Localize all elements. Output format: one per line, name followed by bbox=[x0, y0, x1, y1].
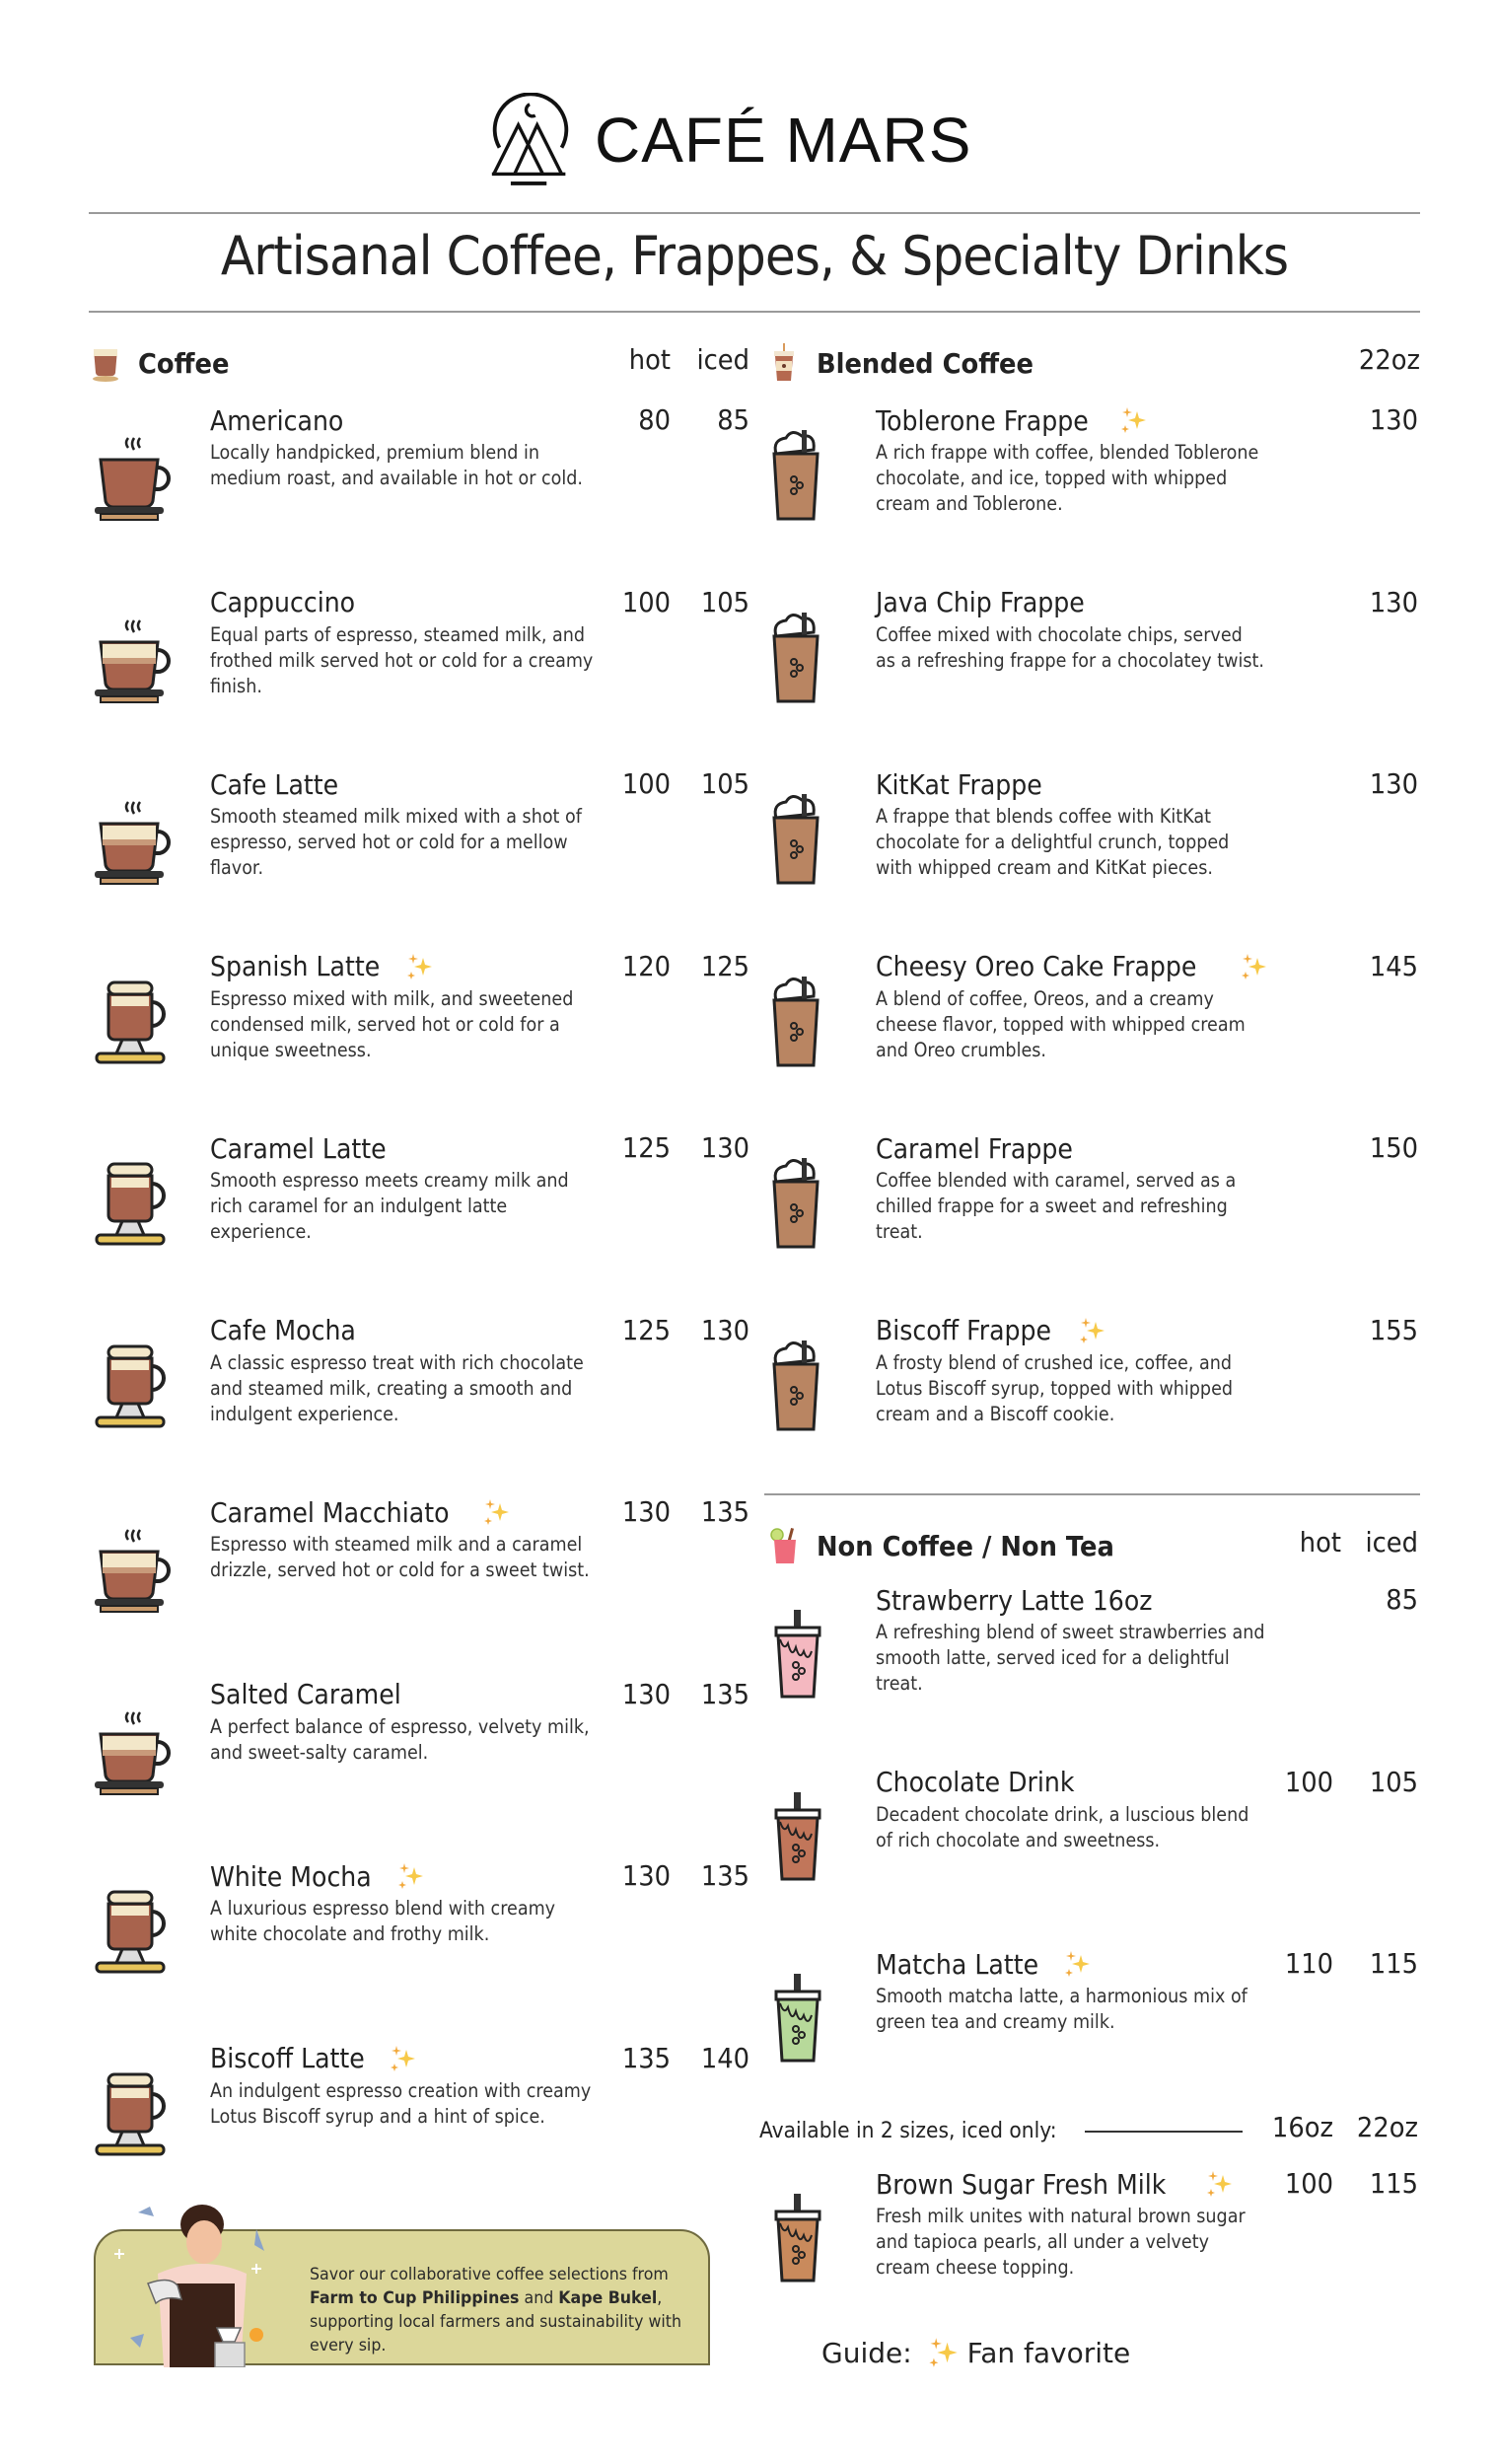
guide-label: Guide: bbox=[821, 2336, 912, 2369]
item-description: A luxurious espresso blend with creamy white chocolate and frothy milk. bbox=[210, 1897, 556, 1945]
sparkles-icon bbox=[395, 1861, 425, 1891]
item-name: Brown Sugar Fresh Milk bbox=[876, 2167, 1167, 2201]
item-name: Cheesy Oreo Cake Frappe bbox=[876, 950, 1197, 982]
sparkles-icon bbox=[1077, 1316, 1106, 1345]
price-iced: 105 bbox=[700, 767, 749, 800]
item-description: Espresso mixed with milk, and sweetened condensed milk, served hot or cold for a unique sweetness. bbox=[210, 986, 574, 1061]
price-hot: 110 bbox=[1284, 1947, 1333, 1980]
price-16oz: 100 bbox=[1284, 2167, 1333, 2200]
price-iced: 135 bbox=[700, 1495, 749, 1528]
sparkles-icon bbox=[1239, 952, 1268, 981]
sizes-note: Available in 2 sizes, iced only: bbox=[759, 2118, 1057, 2143]
column-header-22oz: 22oz bbox=[1356, 2111, 1418, 2143]
banner-text: Savor our collaborative coffee selections from Farm to Cup Philippines and Kape Bukel, supporting local farmers and sustainability with every sip. bbox=[310, 2265, 681, 2355]
column-header-size: 22oz bbox=[1358, 343, 1420, 376]
sparkles-icon bbox=[1062, 1949, 1092, 1979]
price-22oz: 130 bbox=[1369, 585, 1418, 618]
item-description: Smooth steamed milk mixed with a shot of espresso, served hot or cold for a mellow flavor. bbox=[210, 805, 582, 879]
item-name: Americano bbox=[210, 403, 344, 437]
brand-name: CAFÉ MARS bbox=[595, 105, 972, 176]
price-22oz: 115 bbox=[1369, 2167, 1418, 2200]
item-name: Cappuccino bbox=[210, 586, 356, 618]
brand-logo bbox=[488, 91, 1021, 189]
menu-item bbox=[754, 766, 1415, 944]
price-hot: 80 bbox=[638, 403, 671, 436]
toblerone-frappe-icon bbox=[754, 428, 843, 527]
divider bbox=[89, 311, 1420, 313]
item-name: Biscoff Frappe bbox=[876, 1314, 1052, 1346]
price-hot: 120 bbox=[621, 949, 671, 982]
menu-item bbox=[754, 585, 1415, 762]
price-hot: 130 bbox=[621, 1495, 671, 1528]
price-iced: 140 bbox=[700, 2041, 749, 2074]
item-description: Equal parts of espresso, steamed milk, and frothed milk served hot or cold for a creamy finish. bbox=[210, 622, 594, 697]
column-header-hot: hot bbox=[628, 343, 671, 376]
column-header-iced: iced bbox=[696, 343, 749, 376]
item-name: Caramel Latte bbox=[210, 1131, 387, 1165]
menu-item bbox=[754, 949, 1415, 1126]
price-hot: 130 bbox=[621, 1859, 671, 1892]
sparkles-icon bbox=[1204, 2169, 1234, 2199]
price-22oz: 130 bbox=[1369, 767, 1418, 800]
salted-caramel-cup-icon bbox=[89, 1703, 178, 1801]
caramel-frappe-icon bbox=[754, 1156, 843, 1255]
sparkles-icon bbox=[388, 2044, 417, 2073]
guide-meaning: Fan favorite bbox=[966, 2336, 1131, 2369]
item-name: Cafe Latte bbox=[210, 767, 339, 801]
item-name: Cafe Mocha bbox=[210, 1314, 356, 1346]
partner-name: Farm to Cup Philippines bbox=[310, 2288, 520, 2308]
menu-item bbox=[754, 1313, 1415, 1490]
item-name: Java Chip Frappe bbox=[876, 586, 1085, 618]
item-name: Biscoff Latte bbox=[210, 2042, 365, 2074]
section-title: Coffee bbox=[138, 346, 230, 380]
section-header-coffee bbox=[89, 343, 237, 383]
section-header-noncoffee bbox=[767, 1526, 1140, 1565]
price-hot: 100 bbox=[621, 585, 671, 618]
coffee-cup-icon bbox=[89, 343, 122, 383]
price-hot: 135 bbox=[621, 2041, 671, 2074]
item-name: Chocolate Drink bbox=[876, 1766, 1075, 1798]
item-description: A perfect balance of espresso, velvety milk, and sweet-salty caramel. bbox=[210, 1714, 590, 1764]
item-name: Caramel Frappe bbox=[876, 1131, 1073, 1165]
item-description: A blend of coffee, Oreos, and a creamy cheese flavor, topped with whipped cream and Oreo crumbles. bbox=[876, 986, 1246, 1061]
item-description: Fresh milk unites with natural brown sugar and tapioca pearls, all under a velvety cream cheese topping. bbox=[876, 2205, 1246, 2279]
price-iced: 105 bbox=[1369, 1765, 1418, 1798]
menu-item bbox=[754, 1130, 1415, 1308]
item-name: Salted Caramel bbox=[210, 1678, 401, 1710]
macchiato-cup-icon bbox=[89, 1520, 178, 1619]
strawberry-cup-icon bbox=[754, 1608, 843, 1706]
biscoff-glass-mug-icon bbox=[89, 2066, 178, 2165]
price-iced: 135 bbox=[700, 1677, 749, 1710]
mocha-glass-mug-icon bbox=[89, 1339, 178, 1437]
item-name: Caramel Macchiato bbox=[210, 1495, 450, 1529]
sparkles-icon bbox=[404, 952, 434, 981]
item-description: A frappe that blends coffee with KitKat chocolate for a delightful crunch, topped with whipped cream and KitKat pieces. bbox=[876, 805, 1230, 879]
price-hot: 125 bbox=[621, 1131, 671, 1164]
price-22oz: 155 bbox=[1369, 1313, 1418, 1346]
section-header-blended bbox=[767, 343, 1052, 383]
price-iced: 85 bbox=[717, 403, 749, 436]
item-description: A frosty blend of crushed ice, coffee, and Lotus Biscoff syrup, topped with whipped cream and a Biscoff cookie. bbox=[876, 1350, 1234, 1425]
price-22oz: 145 bbox=[1369, 949, 1418, 982]
mountain-moon-logo-icon bbox=[488, 93, 573, 187]
item-description: A rich frappe with coffee, blended Toblerone chocolate, and ice, topped with whipped cream and Toblerone. bbox=[876, 441, 1259, 515]
divider bbox=[764, 1493, 1420, 1495]
americano-cup-icon bbox=[89, 428, 178, 527]
price-22oz: 130 bbox=[1369, 403, 1418, 436]
item-name: Strawberry Latte 16oz bbox=[876, 1583, 1153, 1617]
price-hot: 100 bbox=[621, 767, 671, 800]
column-header-iced: iced bbox=[1365, 1526, 1418, 1558]
item-description: Locally handpicked, premium blend in medium roast, and available in hot or cold. bbox=[210, 441, 584, 489]
price-iced: 125 bbox=[700, 949, 749, 982]
item-description: Coffee blended with caramel, served as a chilled frappe for a sweet and refreshing treat. bbox=[876, 1169, 1237, 1243]
takeaway-cup-icon bbox=[767, 343, 801, 383]
price-hot: 100 bbox=[1284, 1765, 1333, 1798]
price-iced: 130 bbox=[700, 1131, 749, 1164]
partner-name: Kape Bukel bbox=[558, 2288, 658, 2308]
price-hot bbox=[1260, 1582, 1333, 1618]
item-name: White Mocha bbox=[210, 1859, 372, 1893]
price-iced: 105 bbox=[700, 585, 749, 618]
section-title: Blended Coffee bbox=[817, 346, 1034, 380]
item-description: Coffee mixed with chocolate chips, served as a refreshing frappe for a chocolatey twist. bbox=[876, 622, 1264, 672]
item-description: Espresso with steamed milk and a caramel drizzle, served hot or cold for a sweet twist. bbox=[210, 1533, 590, 1581]
item-name: Spanish Latte bbox=[210, 950, 381, 982]
item-description: Decadent chocolate drink, a luscious blend of rich chocolate and sweetness. bbox=[876, 1802, 1249, 1851]
matcha-cup-icon bbox=[754, 1972, 843, 2070]
price-iced: 135 bbox=[700, 1859, 749, 1892]
cappuccino-cup-icon bbox=[89, 611, 178, 709]
item-description: A refreshing blend of sweet strawberries and smooth latte, served iced for a delightful treat. bbox=[876, 1621, 1265, 1695]
column-header-16oz: 16oz bbox=[1271, 2111, 1333, 2143]
price-hot: 130 bbox=[621, 1677, 671, 1710]
sparkles-icon bbox=[1118, 405, 1148, 435]
item-name: Toblerone Frappe bbox=[876, 403, 1089, 437]
price-iced: 115 bbox=[1369, 1947, 1418, 1980]
divider bbox=[89, 212, 1420, 214]
caramel-glass-mug-icon bbox=[89, 1156, 178, 1255]
section-title: Non Coffee / Non Tea bbox=[817, 1529, 1114, 1562]
price-22oz: 150 bbox=[1369, 1131, 1418, 1164]
biscoff-frappe-icon bbox=[754, 1339, 843, 1437]
pink-drink-icon bbox=[767, 1526, 801, 1565]
item-name: KitKat Frappe bbox=[876, 767, 1042, 801]
item-description: Smooth espresso meets creamy milk and rich caramel for an indulgent latte experience. bbox=[210, 1169, 569, 1243]
column-header-hot: hot bbox=[1299, 1526, 1341, 1558]
price-iced: 85 bbox=[1386, 1583, 1418, 1616]
price-hot: 125 bbox=[621, 1313, 671, 1346]
page-title: Artisanal Coffee, Frappes, & Specialty Drinks bbox=[220, 225, 1289, 287]
brown-sugar-milk-cup-icon bbox=[754, 2192, 843, 2290]
item-description: A classic espresso treat with rich chocolate and steamed milk, creating a smooth and indulgent experience. bbox=[210, 1350, 584, 1425]
price-iced: 130 bbox=[700, 1313, 749, 1346]
item-description: Smooth matcha latte, a harmonious mix of green tea and creamy milk. bbox=[876, 1985, 1248, 2033]
barista-pour-over-icon bbox=[108, 2195, 316, 2367]
sparkles-icon bbox=[481, 1497, 511, 1527]
oreo-frappe-icon bbox=[754, 975, 843, 1073]
kitkat-frappe-icon bbox=[754, 792, 843, 891]
chocolate-cup-icon bbox=[754, 1790, 843, 1889]
white-mocha-glass-mug-icon bbox=[89, 1884, 178, 1983]
item-name: Matcha Latte bbox=[876, 1947, 1039, 1981]
latte-cup-icon bbox=[89, 792, 178, 891]
leader-line bbox=[1085, 2131, 1243, 2133]
glass-mug-icon bbox=[89, 975, 178, 1073]
menu-item bbox=[754, 402, 1415, 580]
java-chip-frappe-icon bbox=[754, 611, 843, 709]
item-description: An indulgent espresso creation with creamy Lotus Biscoff syrup and a hint of spice. bbox=[210, 2078, 592, 2128]
